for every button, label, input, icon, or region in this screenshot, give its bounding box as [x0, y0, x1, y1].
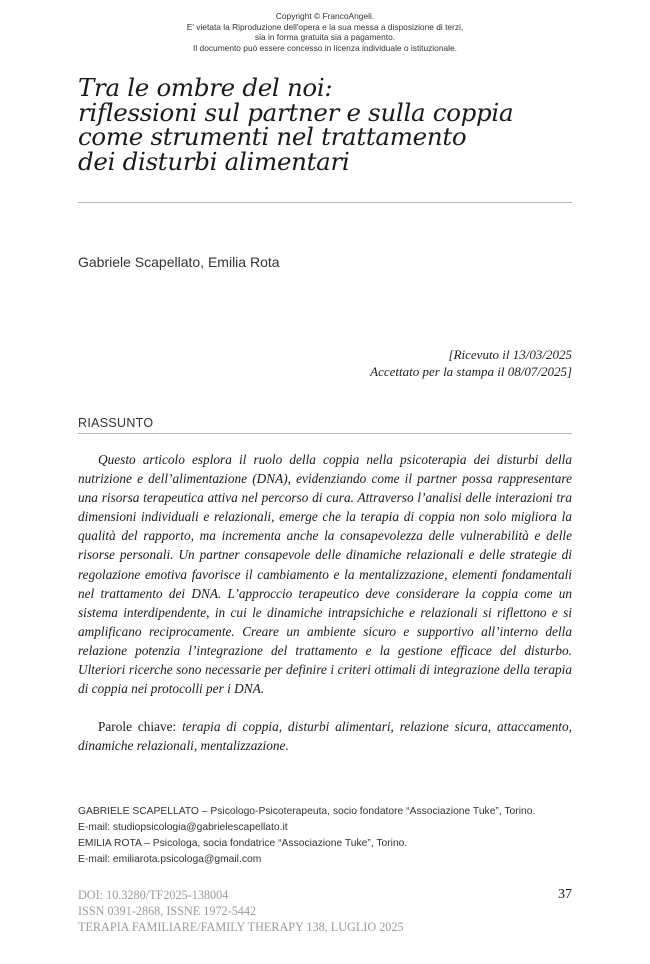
title-line: dei disturbi alimentari	[78, 146, 350, 176]
accepted-line: Accettato per la stampa il 08/07/2025]	[370, 364, 572, 379]
email-line: E-mail: studiopsicologia@gabrielescapellato.it	[78, 822, 288, 834]
copyright-line: sia in forma gratuita sia a pagamento.	[254, 32, 396, 42]
title-line: come strumenti nel trattamento	[78, 122, 467, 151]
authors: Gabriele Scapellato, Emilia Rota	[78, 254, 280, 270]
copyright-notice	[0, 11, 650, 53]
title-divider	[78, 202, 572, 203]
abstract-text	[78, 450, 572, 698]
copyright-line: E' vietata la Riproduzione dell'opera e la sua messa a disposizione di terzi,	[186, 21, 464, 32]
affiliation-line: GABRIELE SCAPELLATO – Psicologo-Psicoterapeuta, socio fondatore “Associazione Tuke”, Torino.	[78, 806, 536, 817]
received-line: [Ricevuto il 13/03/2025	[448, 347, 572, 362]
publication-footer	[78, 887, 404, 936]
title-line: riflessioni sul partner e sulla coppia	[78, 97, 514, 127]
keywords-list: terapia di coppia, disturbi alimentari, relazione sicura, attaccamento, dinamiche relazionali, mentalizzazione.	[78, 719, 572, 754]
author-affiliations	[78, 804, 572, 868]
copyright-line: Copyright © FrancoAngeli.	[275, 11, 375, 21]
affiliation-line: EMILIA ROTA – Psicologa, socia fondatrice “Associazione Tuke”, Torino.	[78, 838, 408, 850]
page-number: 37	[558, 887, 572, 902]
title-line: Tra le ombre del noi:	[78, 73, 333, 102]
email-line: E-mail: emiliarota.psicologa@gmail.com	[78, 854, 262, 866]
received-dates	[370, 346, 572, 380]
journal-info: TERAPIA FAMILIARE/FAMILY THERAPY 138, LUGLIO 2025	[78, 920, 404, 935]
abstract-heading: RIASSUNTO	[78, 416, 154, 430]
article-title	[78, 73, 578, 176]
doi: DOI: 10.3280/TF2025-138004	[78, 888, 229, 902]
issn: ISSN 0391-2868, ISSNE 1972-5442	[78, 904, 257, 919]
copyright-line: Il documento può essere concesso in licenza individuale o istituzionale.	[193, 42, 457, 53]
abstract-divider	[78, 433, 572, 434]
keywords	[78, 717, 572, 755]
keywords-label: Parole chiave:	[98, 719, 183, 734]
abstract-body: Questo articolo esplora il ruolo della coppia nella psicoterapia dei disturbi della nutrizione e dell’alimentazione (DNA), evidenziando come il partner possa rappresentare una risorsa terapeutica attiva nel percorso di cura. Attraverso l’analisi delle interazioni tra dimensioni individuali e relazionali, emerge che la terapia di coppia non solo migliora la qualità del rapporto, ma incrementa anche la consapevolezza delle vulnerabilità e delle risorse personali. Un partner consapevole delle dinamiche relazionali e delle strategie di regolazione emotiva favorisce il cambiamento e la mentalizzazione, elementi fondamentali nel trattamento dei DNA. L’approccio terapeutico deve considerare la coppia come un sistema interdipendente, in cui le dinamiche intrapsichiche e relazionali si riflettono e si amplificano reciprocamente. Creare un ambiente sicuro e supportivo all’interno della relazione potenzia l’integrazione del trattamento e la gestione efficace del disturbo. Ulteriori ricerche sono necessarie per definire i criteri ottimali di integrazione della terapia di coppia nei protocolli per i DNA.	[78, 452, 572, 697]
